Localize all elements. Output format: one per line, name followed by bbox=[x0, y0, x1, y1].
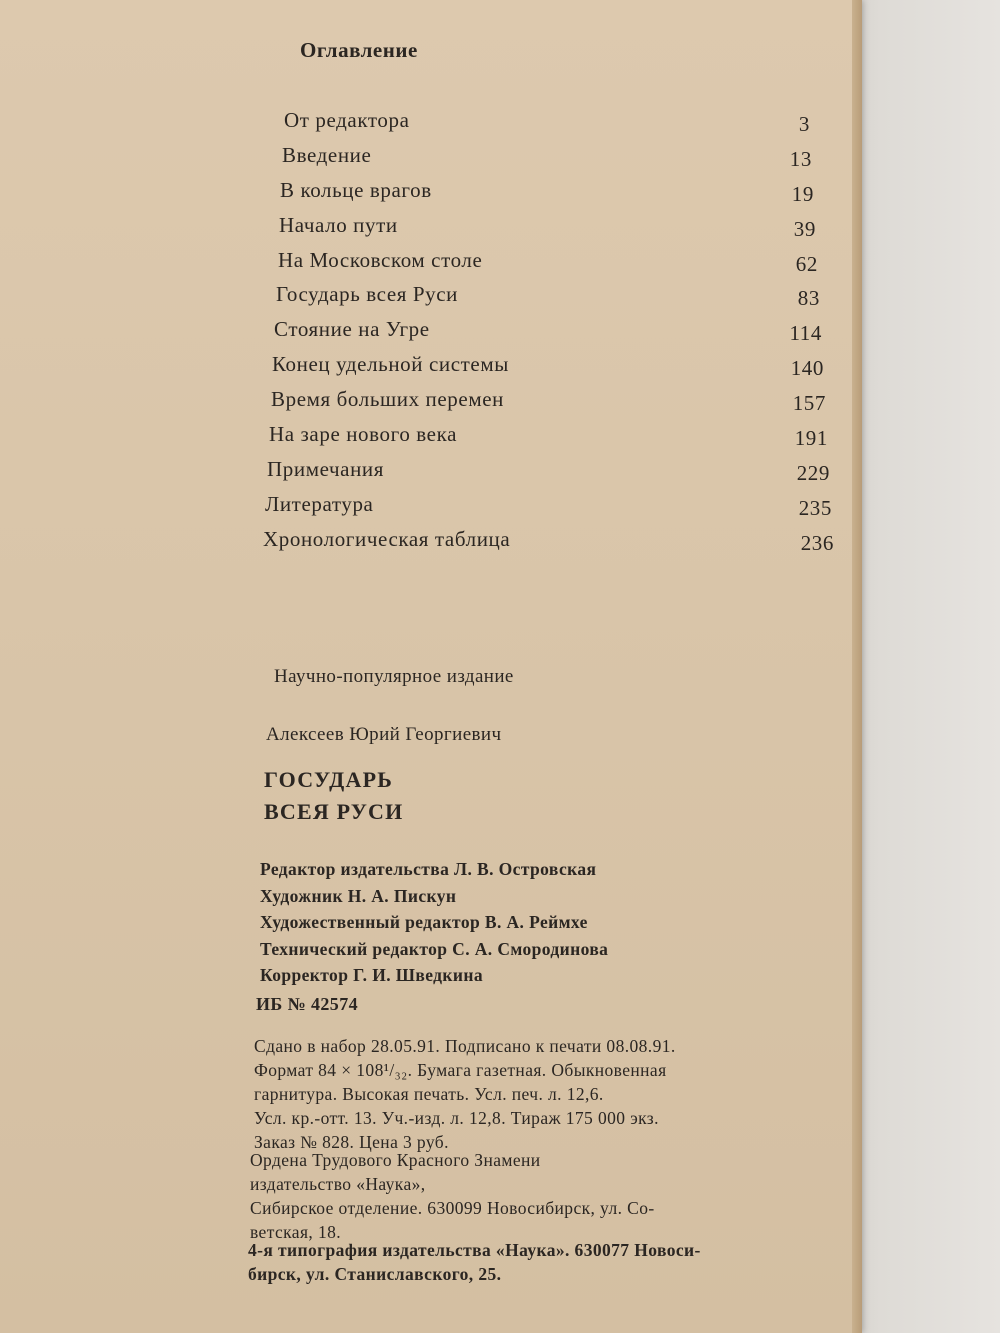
toc-entry-title: Стояние на Угре bbox=[274, 317, 430, 342]
toc-entry-page: 19 bbox=[791, 181, 814, 206]
toc-entry bbox=[263, 523, 834, 558]
printer-details bbox=[248, 1238, 701, 1286]
toc-entry-title: Начало пути bbox=[279, 212, 398, 237]
toc-entry-title: Литература bbox=[265, 491, 374, 516]
toc-entry-title: Примечания bbox=[267, 456, 385, 481]
toc-entry bbox=[278, 244, 822, 279]
toc-entry bbox=[271, 383, 826, 418]
printer-line: бирск, ул. Станиславского, 25. bbox=[248, 1264, 502, 1284]
toc-entry-page: 235 bbox=[798, 495, 832, 520]
book-title-line: ВСЕЯ РУСИ bbox=[264, 799, 404, 824]
toc-entry bbox=[269, 418, 828, 453]
publisher-line: Ордена Трудового Красного Знамени bbox=[250, 1150, 541, 1170]
toc-entry-page: 236 bbox=[800, 530, 834, 555]
credit-line: Редактор издательства Л. В. Островская bbox=[260, 859, 597, 879]
credit-line: Технический редактор С. А. Смородинова bbox=[260, 938, 609, 959]
toc-entry-page: 83 bbox=[797, 286, 820, 311]
toc-entry-title: Введение bbox=[282, 142, 372, 167]
imprint-line: Заказ № 828. Цена 3 руб. bbox=[254, 1132, 449, 1152]
toc-entry bbox=[267, 453, 830, 488]
credits-list bbox=[260, 856, 608, 989]
toc-entry-page: 229 bbox=[796, 460, 830, 485]
publisher-line: ветская, 18. bbox=[250, 1222, 342, 1242]
toc-entry-title: На Московском столе bbox=[278, 247, 483, 272]
toc-entry-page: 3 bbox=[798, 112, 810, 136]
toc-entry bbox=[284, 104, 822, 139]
toc-entry-page: 140 bbox=[790, 356, 824, 381]
toc-entry-title: От редактора bbox=[284, 108, 410, 132]
toc-entry-title: Хронологическая таблица bbox=[263, 526, 511, 551]
book-title bbox=[264, 764, 403, 828]
toc-entry bbox=[276, 278, 822, 313]
toc-entry-page: 157 bbox=[792, 391, 826, 416]
toc-entry-page: 114 bbox=[789, 321, 822, 346]
credit-line: Корректор Г. И. Шведкина bbox=[260, 965, 484, 985]
toc-entry-title: На заре нового века bbox=[269, 422, 457, 447]
imprint-line: Сдано в набор 28.05.91. Подписано к печати 08.08.91. bbox=[254, 1036, 676, 1056]
toc-entry-page: 191 bbox=[794, 426, 828, 451]
page-edge bbox=[852, 0, 862, 1333]
ib-number: ИБ № 42574 bbox=[256, 994, 358, 1014]
toc-entry-page: 39 bbox=[793, 216, 816, 241]
imprint-line: Формат 84 × 108¹/₃₂. Бумага газетная. Обыкновенная bbox=[254, 1060, 667, 1080]
toc-entry-page: 62 bbox=[795, 251, 818, 276]
toc-entry-page: 13 bbox=[789, 146, 812, 171]
toc-list bbox=[262, 104, 834, 558]
toc-entry bbox=[282, 139, 822, 174]
imprint-details bbox=[254, 1034, 844, 1154]
toc-heading: Оглавление bbox=[300, 38, 418, 62]
toc-entry bbox=[272, 348, 822, 383]
credit-line: Художественный редактор В. А. Реймхе bbox=[260, 912, 588, 932]
toc-entry-title: Время больших перемен bbox=[271, 387, 504, 412]
publisher-line: Сибирское отделение. 630099 Новосибирск, ул. Со- bbox=[250, 1198, 655, 1218]
toc-entry-title: Конец удельной системы bbox=[272, 352, 509, 377]
imprint-line: Усл. кр.-отт. 13. Уч.-изд. л. 12,8. Тираж 175 000 экз. bbox=[254, 1108, 659, 1128]
edition-type: Научно-популярное издание bbox=[274, 666, 514, 687]
book-title-line: ГОСУДАРЬ bbox=[264, 767, 393, 792]
author-name: Алексеев Юрий Георгиевич bbox=[266, 724, 502, 745]
toc-entry bbox=[265, 488, 832, 523]
toc-entry bbox=[279, 209, 822, 244]
toc-entry bbox=[280, 174, 822, 209]
publisher-details bbox=[250, 1148, 655, 1244]
toc-entry-title: В кольце врагов bbox=[280, 177, 432, 202]
credit-line: Художник Н. А. Пискун bbox=[260, 885, 457, 906]
toc-entry bbox=[274, 313, 822, 348]
publisher-line: издательство «Наука», bbox=[250, 1174, 426, 1194]
imprint-line: гарнитура. Высокая печать. Усл. печ. л. 12,6. bbox=[254, 1084, 604, 1104]
printer-line: 4-я типография издательства «Наука». 630077 Новоси- bbox=[248, 1240, 701, 1260]
toc-entry-title: Государь всея Руси bbox=[276, 282, 459, 307]
